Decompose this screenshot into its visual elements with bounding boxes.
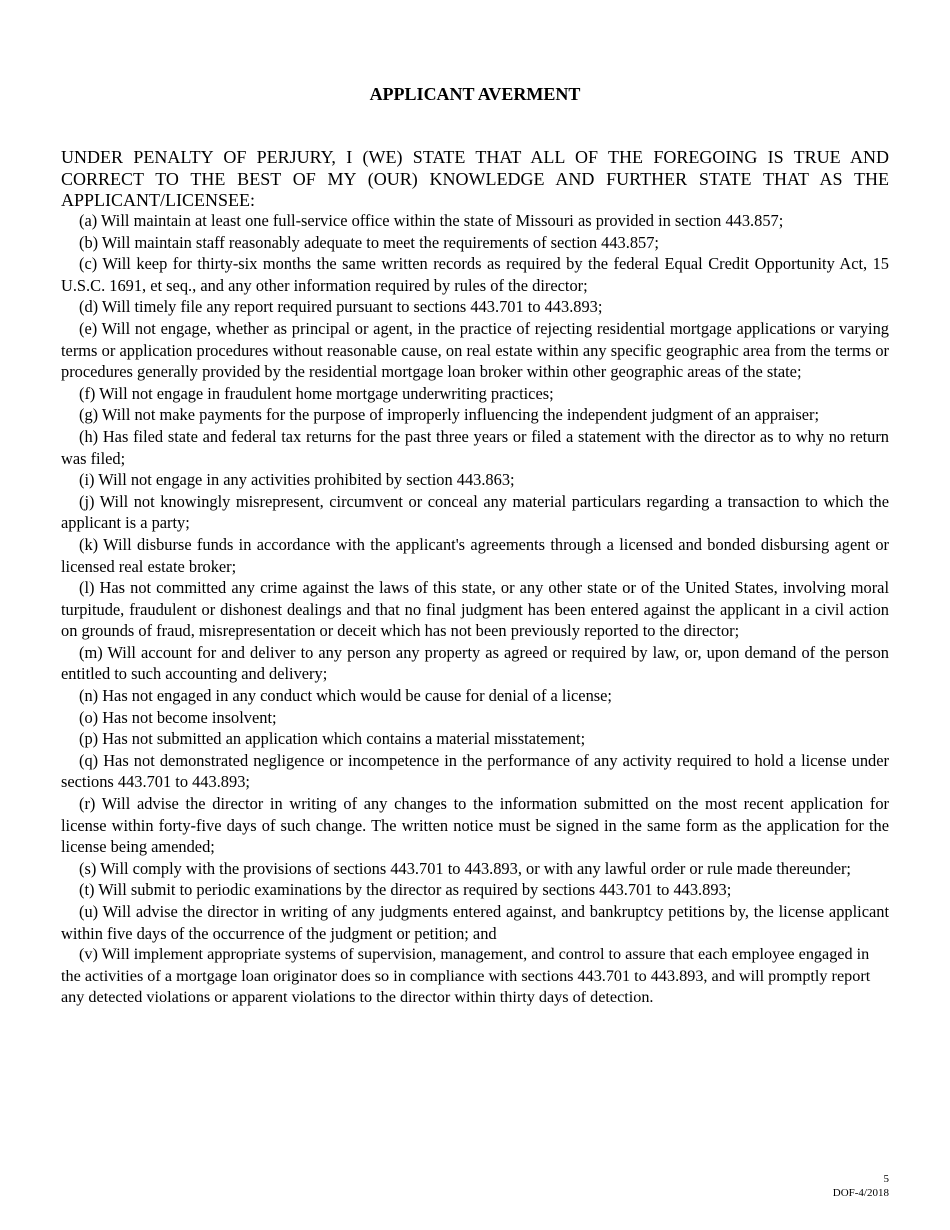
averment-item-i: (i) Will not engage in any activities prohibited by section 443.863;	[79, 470, 515, 490]
averment-item-e: (e) Will not engage, whether as principal or agent, in the practice of rejecting residential mortgage applications or varying terms or application procedures without reasonable cause, on real estate within any specific geographic area from the terms or procedures generally provided by the residential mortgage loan broker within other geographic areas of the state;	[61, 318, 889, 382]
form-id: DOF-4/2018	[832, 1186, 889, 1199]
document-title: APPLICANT AVERMENT	[369, 84, 581, 104]
averment-item-s: (s) Will comply with the provisions of sections 443.701 to 443.893, or with any lawful order or rule made thereunder;	[79, 858, 851, 878]
averment-item-t: (t) Will submit to periodic examinations by the director as required by sections 443.701 to 443.893;	[79, 880, 732, 900]
averment-item-a: (a) Will maintain at least one full-service office within the state of Missouri as provided in section 443.857;	[79, 211, 784, 230]
averment-intro: UNDER PENALTY OF PERJURY, I (WE) STATE THAT ALL OF THE FOREGOING IS TRUE AND CORRECT TO THE BEST OF MY (OUR) KNOWLEDGE AND FURTHER STATE THAT AS THE APPLICANT/LICENSEE:	[61, 147, 889, 210]
averment-item-q: (q) Has not demonstrated negligence or incompetence in the performance of any activity required to hold a license under sections 443.701 to 443.893;	[61, 750, 889, 792]
averment-items	[61, 210, 889, 1009]
averment-item-h: (h) Has filed state and federal tax returns for the past three years or filed a statement with the director as to why no return was filed;	[61, 426, 889, 468]
averment-item-c: (c) Will keep for thirty-six months the same written records as required by the federal Equal Credit Opportunity Act, 15 U.S.C. 1691, et seq., and any other information required by rules of the director;	[61, 254, 889, 295]
averment-item-g: (g) Will not make payments for the purpose of improperly influencing the independent judgment of an appraiser;	[79, 405, 820, 425]
averment-item-p: (p) Has not submitted an application which contains a material misstatement;	[79, 729, 586, 749]
averment-item-b: (b) Will maintain staff reasonably adequate to meet the requirements of section 443.857;	[79, 232, 659, 252]
averment-item-j: (j) Will not knowingly misrepresent, circumvent or conceal any material particulars regarding a transaction to which the applicant is a party;	[61, 491, 889, 533]
averment-item-f: (f) Will not engage in fraudulent home mortgage underwriting practices;	[79, 383, 554, 403]
page-footer	[833, 1173, 889, 1200]
averment-item-k: (k) Will disburse funds in accordance with the applicant's agreements through a licensed and bonded disbursing agent or licensed real estate broker;	[61, 534, 889, 576]
averment-item-m: (m) Will account for and deliver to any person any property as agreed or required by law, or, upon demand of the person entitled to such accounting and delivery;	[61, 642, 889, 684]
averment-item-o: (o) Has not become insolvent;	[79, 707, 277, 727]
averment-item-n: (n) Has not engaged in any conduct which would be cause for denial of a license;	[79, 686, 612, 706]
averment-item-v: (v) Will implement appropriate systems of supervision, management, and control to assure that each employee engaged in the activities of a mortgage loan originator does so in compliance with sections 443.701 to 443.893, and will promptly report any detected violations or apparent violations to the director within thirty days of detection.	[61, 945, 871, 1007]
averment-item-d: (d) Will timely file any report required pursuant to sections 443.701 to 443.893;	[79, 297, 603, 317]
averment-item-l: (l) Has not committed any crime against the laws of this state, or any other state or of the United States, involving moral turpitude, fraudulent or dishonest dealings and that no final judgment has been entered against the applicant in a civil action on grounds of fraud, misrepresentation or deceit which has not been previously reported to the director;	[61, 578, 889, 641]
averment-item-u: (u) Will advise the director in writing of any judgments entered against, and bankruptcy petitions by, the license applicant within five days of the occurrence of the judgment or petition; and	[61, 902, 889, 943]
page-number: 5	[883, 1173, 889, 1185]
averment-item-r: (r) Will advise the director in writing of any changes to the information submitted on the most recent application for license within forty-five days of such change. The written notice must be signed in the same form as the application for the license being amended;	[61, 794, 889, 857]
document-page	[61, 0, 889, 1230]
